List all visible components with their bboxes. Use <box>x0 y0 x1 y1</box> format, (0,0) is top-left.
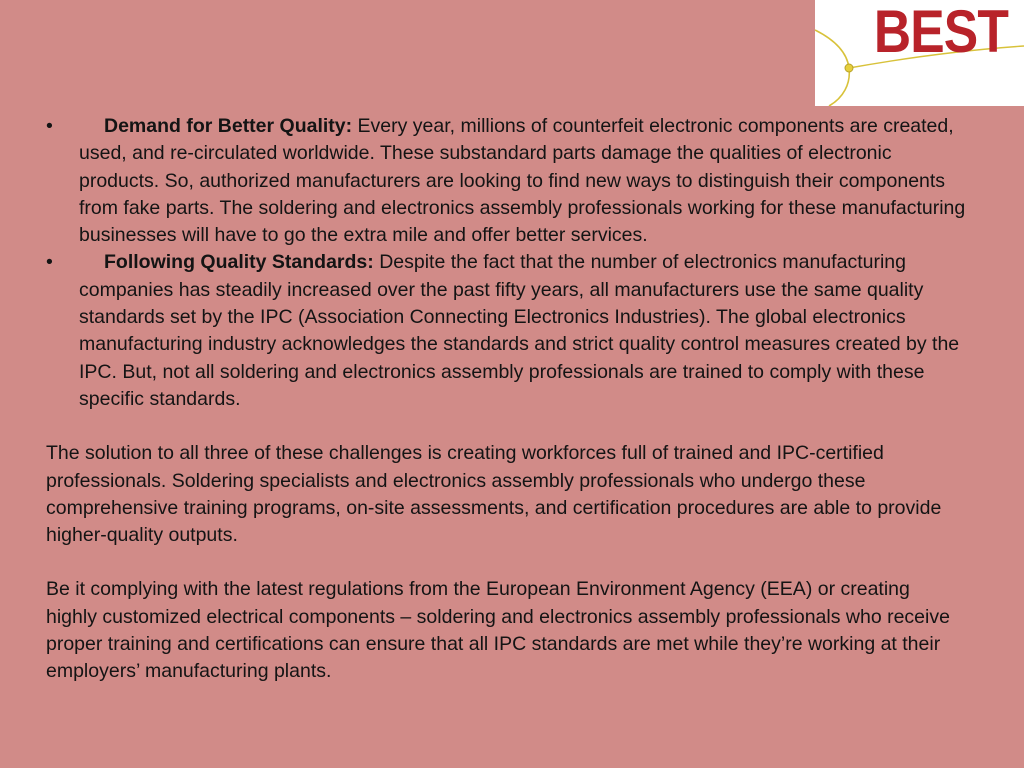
compliance-paragraph: Be it complying with the latest regulations from the European Environment Agency (EEA) or creating highly customized electrical components – soldering and electronics assembly professionals who receive proper training and certifications can ensure that all IPC standards are met while they’re working at their employers’ manufacturing plants. <box>46 578 950 683</box>
bullet-item-demand-quality <box>46 113 966 249</box>
bullet-marker: • <box>46 115 53 137</box>
bullet-body <box>79 113 966 249</box>
bullet-text: Every year, millions of counterfeit electronic components are created, used, and re-circulated worldwide. These substandard parts damage the qualities of electronic products. So, authorized manufacturers are looking to find new ways to distinguish their components from fake parts. The soldering and electronics assembly professionals working for these manufacturing businesses will have to go the extra mile and offer better services. <box>79 115 966 247</box>
bullet-marker: • <box>46 251 53 274</box>
bullet-item-quality-standards <box>46 249 966 413</box>
bullet-title: Following Quality Standards: <box>104 251 374 274</box>
bullet-title: Demand for Better Quality: <box>104 115 353 137</box>
bullet-body <box>79 249 966 413</box>
bullet-text: Despite the fact that the number of electronics manufacturing companies has steadily increased over the past fifty years, all manufacturers use the same quality standards set by the IPC (Association Connecting Electronics Industries). The global electronics manufacturing industry acknowledges the standards and strict quality control measures created by the IPC. But, not all soldering and electronics assembly professionals are trained to comply with these specific standards. <box>79 251 960 410</box>
slide-content <box>46 113 966 686</box>
solution-paragraph: The solution to all three of these challenges is creating workforces full of trained and IPC-certified professionals. Soldering specialists and electronics assembly professionals who undergo these comprehensive training programs, on-site assessments, and certification procedures are able to provide higher-quality outputs. <box>46 442 942 547</box>
best-logo <box>815 0 1024 106</box>
logo-text: BEST <box>873 0 1008 65</box>
